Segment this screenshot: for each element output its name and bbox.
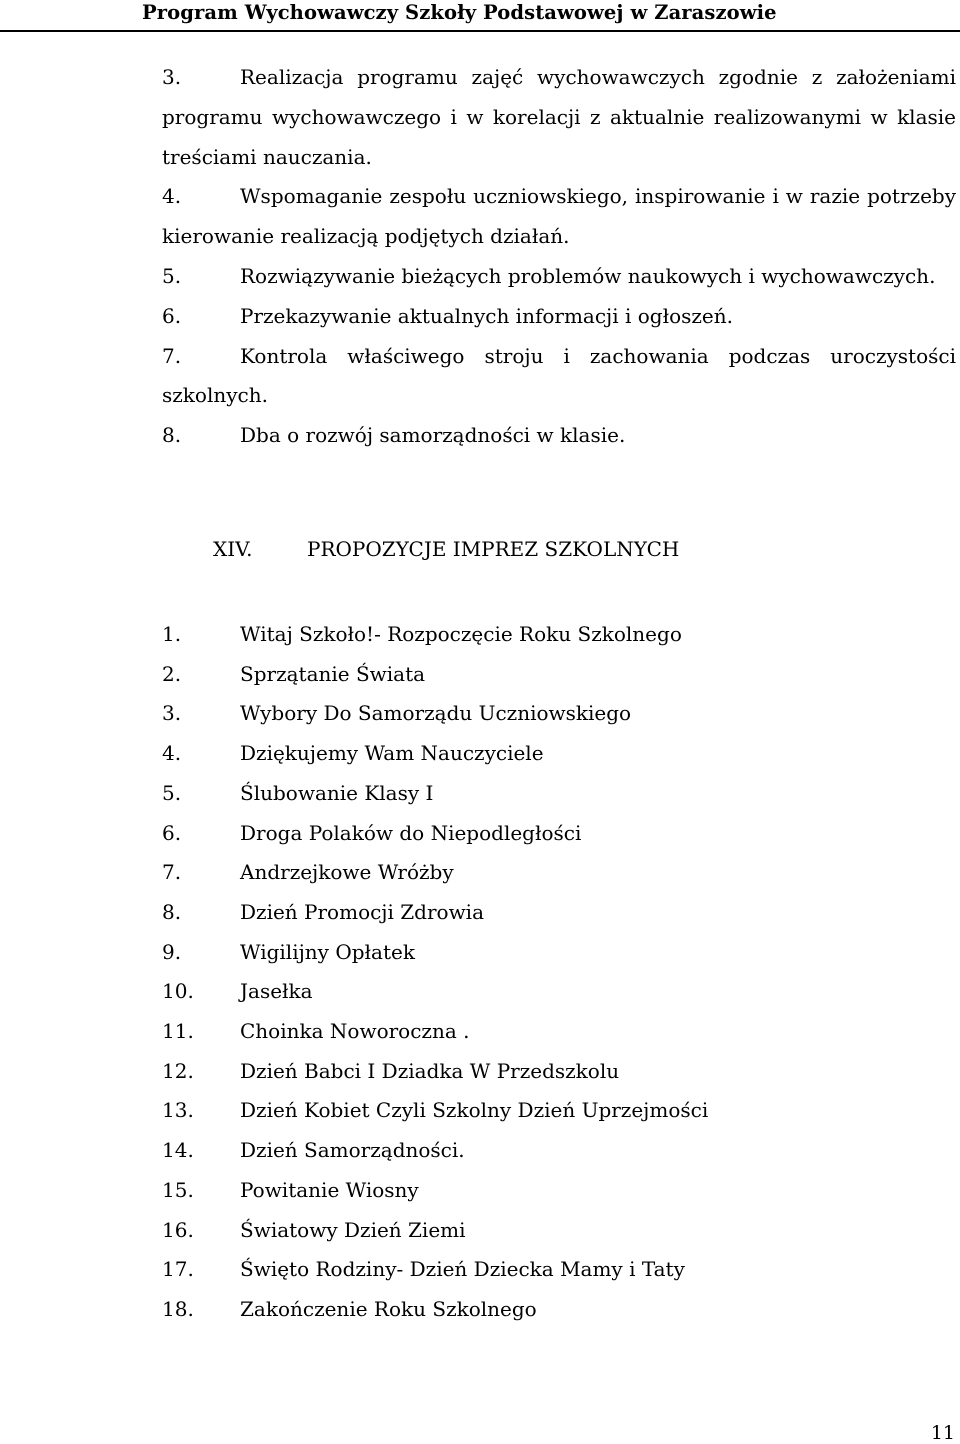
event-item	[162, 1091, 708, 1131]
task-text: Przekazywanie aktualnych informacji i ogłoszeń.	[240, 303, 734, 328]
task-item	[162, 257, 956, 297]
event-item	[162, 933, 708, 973]
event-item	[162, 1250, 708, 1290]
task-number: 6.	[162, 303, 182, 328]
tasks-list	[162, 58, 956, 456]
task-text: Rozwiązywanie bieżących problemów naukowych i wychowawczych.	[240, 263, 936, 288]
task-number: 5.	[162, 263, 182, 288]
event-title: Choinka Noworoczna .	[240, 1019, 470, 1044]
event-title: Droga Polaków do Niepodległości	[240, 820, 582, 845]
event-title: Zakończenie Roku Szkolnego	[240, 1296, 537, 1321]
event-title: Dzień Kobiet Czyli Szkolny Dzień Uprzejmości	[240, 1098, 709, 1123]
event-item	[162, 972, 708, 1012]
event-item	[162, 774, 708, 814]
event-item	[162, 814, 708, 854]
event-number: 5.	[162, 780, 182, 805]
event-title: Wybory Do Samorządu Uczniowskiego	[240, 701, 632, 726]
task-number: 8.	[162, 423, 182, 448]
event-number: 15.	[162, 1177, 194, 1202]
task-item	[162, 297, 956, 337]
event-number: 11.	[162, 1019, 194, 1044]
event-item	[162, 734, 708, 774]
event-number: 10.	[162, 979, 194, 1004]
event-number: 7.	[162, 860, 182, 885]
event-number: 18.	[162, 1296, 194, 1321]
task-number: 7.	[162, 343, 182, 368]
task-item	[162, 416, 956, 456]
event-item	[162, 1052, 708, 1092]
task-number: 4.	[162, 184, 182, 209]
document-title: Program Wychowawczy Szkoły Podstawowej w Zaraszowie	[142, 1, 777, 24]
event-item	[162, 615, 708, 655]
event-number: 17.	[162, 1257, 194, 1282]
event-item	[162, 694, 708, 734]
event-title: Sprzątanie Świata	[240, 661, 426, 686]
event-number: 2.	[162, 661, 182, 686]
task-text: Dba o rozwój samorządności w klasie.	[240, 423, 626, 448]
event-number: 9.	[162, 939, 182, 964]
event-title: Dzień Promocji Zdrowia	[240, 899, 485, 924]
event-item	[162, 1171, 708, 1211]
section-title: PROPOZYCJE IMPREZ SZKOLNYCH	[307, 537, 680, 561]
event-item	[162, 1211, 708, 1251]
task-text: Wspomaganie zespołu uczniowskiego, inspirowanie i w razie potrzeby kierowanie realizacją podjętych działań.	[162, 184, 956, 249]
task-item	[162, 337, 956, 417]
header-divider	[0, 30, 960, 32]
section-number: XIV.	[213, 537, 253, 561]
task-number: 3.	[162, 65, 182, 89]
event-title: Ślubowanie Klasy I	[240, 780, 434, 805]
event-title: Dzień Babci I Dziadka W Przedszkolu	[240, 1058, 620, 1083]
event-item	[162, 1131, 708, 1171]
task-text: Realizacja programu zajęć wychowawczych zgodnie z założeniami programu wychowawczego i w korelacji z aktualnie realizowanymi w klasie treściami nauczania.	[162, 65, 956, 169]
event-number: 3.	[162, 701, 182, 726]
page-header	[0, 0, 960, 34]
task-item	[162, 58, 956, 177]
event-title: Powitanie Wiosny	[240, 1177, 419, 1202]
event-item	[162, 1290, 708, 1330]
event-title: Wigilijny Opłatek	[240, 939, 415, 964]
page-number: 11	[930, 1422, 955, 1444]
event-number: 14.	[162, 1138, 194, 1163]
event-title: Andrzejkowe Wróżby	[240, 860, 454, 885]
event-number: 6.	[162, 820, 182, 845]
event-item	[162, 1012, 708, 1052]
event-item	[162, 853, 708, 893]
task-text: Kontrola właściwego stroju i zachowania podczas uroczystości szkolnych.	[162, 343, 956, 408]
event-title: Jasełka	[240, 979, 313, 1004]
event-number: 1.	[162, 622, 182, 646]
event-title: Dzień Samorządności.	[240, 1138, 465, 1163]
event-number: 12.	[162, 1058, 194, 1083]
task-item	[162, 177, 956, 257]
event-title: Dziękujemy Wam Nauczyciele	[240, 741, 544, 766]
events-list	[162, 615, 708, 1330]
event-number: 13.	[162, 1098, 194, 1123]
section-heading	[213, 537, 679, 561]
event-title: Święto Rodziny- Dzień Dziecka Mamy i Taty	[240, 1257, 685, 1282]
event-number: 16.	[162, 1217, 194, 1242]
event-title: Światowy Dzień Ziemi	[240, 1217, 466, 1242]
event-item	[162, 655, 708, 695]
event-title: Witaj Szkoło!- Rozpoczęcie Roku Szkolnego	[240, 622, 682, 646]
event-number: 8.	[162, 899, 182, 924]
event-item	[162, 893, 708, 933]
event-number: 4.	[162, 741, 182, 766]
